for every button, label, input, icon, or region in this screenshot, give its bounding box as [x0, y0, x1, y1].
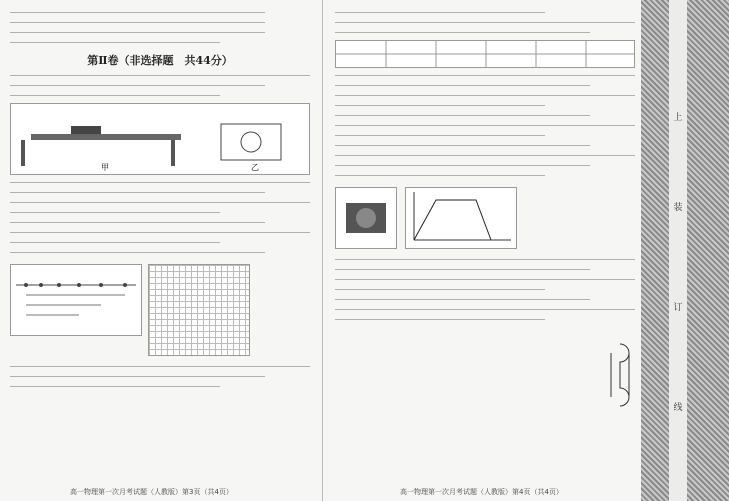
- text-line: [10, 179, 310, 186]
- apparatus-figure: [10, 103, 310, 175]
- apparatus-drawing: [11, 104, 309, 174]
- text-line: [10, 229, 310, 236]
- text-line: [335, 266, 590, 273]
- table-grid: [336, 41, 634, 67]
- graph-paper: [148, 264, 250, 356]
- text-line: [335, 72, 635, 79]
- text-line: [335, 9, 545, 16]
- text-line: [10, 29, 265, 36]
- text-line: [10, 199, 310, 206]
- text-line: [335, 142, 590, 149]
- text-line: [335, 306, 635, 313]
- text-line: [10, 209, 220, 216]
- text-line: [10, 82, 265, 89]
- text-line: [335, 122, 635, 129]
- fig-label: 乙: [251, 163, 259, 172]
- text-line: [10, 72, 310, 79]
- tape-drawing: [11, 265, 141, 335]
- text-line: [335, 132, 545, 139]
- text-line: [335, 276, 635, 283]
- binding-strip: [641, 0, 729, 501]
- text-line: [10, 383, 220, 390]
- side-mark: 订: [673, 303, 683, 313]
- text-line: [10, 9, 265, 16]
- fig-label: 甲: [101, 163, 109, 172]
- text-line: [335, 102, 545, 109]
- section-title: 第Ⅱ卷（非选择题 共44分）: [87, 54, 233, 67]
- text-line: [10, 39, 220, 46]
- page-footer-left: 高一物理第一次月考试题（人教版）第3页（共4页）: [70, 488, 233, 496]
- page-fold: [322, 0, 323, 501]
- vt-drawing: [406, 188, 516, 248]
- text-line: [10, 249, 265, 256]
- text-line: [335, 286, 545, 293]
- text-line: [10, 373, 265, 380]
- text-line: [335, 296, 590, 303]
- tape-figure: [10, 264, 142, 336]
- text-line: [335, 172, 545, 179]
- vt-graph: [405, 187, 517, 249]
- track-diagram: [607, 340, 633, 410]
- text-line: [335, 162, 590, 169]
- side-mark: 线: [673, 403, 683, 413]
- text-line: [10, 19, 265, 26]
- text-line: [335, 82, 590, 89]
- text-line: [335, 112, 590, 119]
- page-footer-right: 高一物理第一次月考试题（人教版）第4页（共4页）: [400, 488, 563, 496]
- text-line: [10, 239, 220, 246]
- text-line: [10, 363, 310, 370]
- text-line: [10, 92, 220, 99]
- photo-drawing: [336, 188, 396, 248]
- text-line: [335, 92, 635, 99]
- text-line: [335, 256, 635, 263]
- text-line: [335, 152, 635, 159]
- text-line: [10, 189, 265, 196]
- left-column: [10, 6, 310, 483]
- text-line: [10, 219, 265, 226]
- right-column: [335, 6, 635, 483]
- text-line: [335, 29, 590, 36]
- text-line: [335, 19, 635, 26]
- binding-band: [669, 0, 687, 501]
- side-mark: 装: [673, 203, 683, 213]
- text-line: [335, 316, 545, 323]
- data-table: [335, 40, 635, 68]
- photo-figure: [335, 187, 397, 249]
- side-mark: 上: [673, 113, 683, 123]
